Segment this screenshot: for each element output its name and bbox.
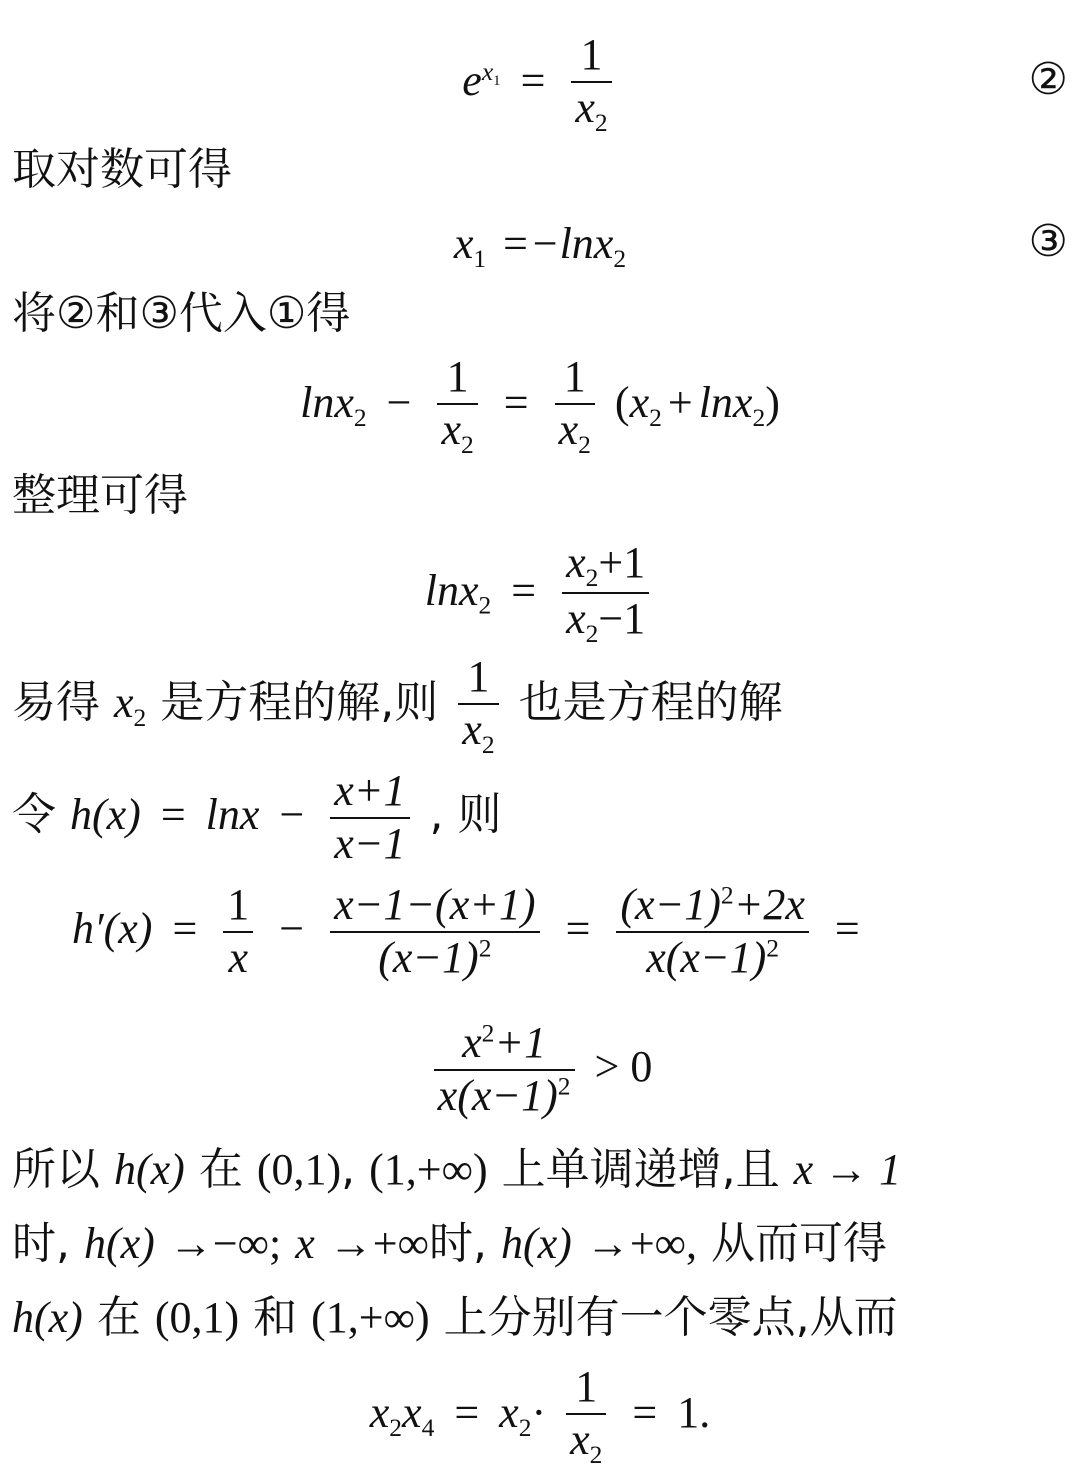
text-8-c: 也是方程的解 bbox=[518, 676, 783, 728]
limit: x → 1 bbox=[793, 1145, 902, 1194]
fraction-2-den: x bbox=[558, 404, 579, 454]
equals: = bbox=[503, 377, 529, 427]
fraction bbox=[566, 1362, 606, 1469]
arrow-2: →+∞ bbox=[328, 1219, 429, 1268]
text-8-var-sub: 2 bbox=[133, 702, 147, 732]
text-8-b: 是方程的解,则 bbox=[160, 676, 439, 728]
text-line-9 bbox=[12, 766, 501, 869]
fraction-3-den: x(x−1) bbox=[646, 932, 767, 982]
fraction-den-var: x bbox=[566, 594, 586, 644]
rhs-ln: =−ln bbox=[500, 219, 594, 268]
fraction-3-num-rest: +2x bbox=[733, 880, 805, 929]
fraction-1-den-sub: 2 bbox=[461, 429, 474, 459]
minus: − bbox=[279, 904, 305, 954]
exp-base: e bbox=[462, 55, 482, 105]
fraction-num: 1 bbox=[458, 652, 498, 705]
text-13-b: 时, bbox=[428, 1218, 487, 1269]
lhs-ln: lnx bbox=[424, 565, 479, 615]
equals: = bbox=[160, 790, 186, 840]
equation-line-7 bbox=[0, 538, 1080, 649]
text-line-13 bbox=[12, 1218, 887, 1269]
fraction-2-num: x−1−(x+1) bbox=[330, 880, 539, 933]
fraction-1-num: 1 bbox=[437, 352, 477, 405]
fraction-den: x bbox=[570, 1414, 590, 1464]
equation-tag-2: ② bbox=[1028, 54, 1068, 105]
fraction-1 bbox=[223, 880, 253, 983]
text-12-b: 在 bbox=[198, 1144, 243, 1195]
paren-ln-sub: 2 bbox=[752, 402, 766, 432]
inequality: > 0 bbox=[594, 1042, 653, 1092]
paren-ln: lnx bbox=[698, 377, 753, 427]
fraction-num: 1 bbox=[566, 1362, 606, 1415]
exp-sup-sub: 1 bbox=[493, 72, 501, 89]
text-13-a: 时, bbox=[12, 1218, 70, 1269]
h-function-1: h(x) bbox=[84, 1219, 155, 1268]
fraction-den: x−1 bbox=[334, 818, 406, 868]
equation-tag-3: ③ bbox=[1028, 216, 1068, 267]
equation-line-1 bbox=[0, 30, 1080, 137]
arrow-3: →+∞, bbox=[585, 1219, 697, 1268]
fraction-3 bbox=[616, 880, 809, 983]
text-14-c: 上分别有一个零点,从而 bbox=[443, 1292, 898, 1343]
equals: = bbox=[511, 565, 537, 615]
text-8-a: 易得 bbox=[12, 676, 100, 728]
h-function-2: h(x) bbox=[500, 1219, 572, 1268]
text-line-8 bbox=[12, 652, 783, 759]
ln-x: lnx bbox=[205, 790, 260, 840]
rhs-var: x bbox=[593, 219, 614, 268]
equals-1: = bbox=[454, 1387, 480, 1437]
fraction-den: x bbox=[462, 704, 482, 754]
fraction-1-den: x bbox=[228, 932, 249, 982]
lhs-var: x bbox=[453, 219, 474, 268]
fraction bbox=[330, 766, 409, 869]
fraction-num-rest: +1 bbox=[494, 1018, 547, 1067]
paren-var-sub: 2 bbox=[649, 402, 662, 432]
text-14-b: 和 bbox=[253, 1292, 298, 1343]
fraction-den: x(x−1) bbox=[437, 1070, 558, 1120]
fraction-1-den: x bbox=[441, 404, 462, 454]
fraction-den-rest: −1 bbox=[598, 594, 646, 644]
text-13-c: 从而可得 bbox=[711, 1218, 887, 1269]
minus: − bbox=[279, 790, 305, 840]
fraction-num: x bbox=[462, 1018, 482, 1067]
exp-sup-var: x bbox=[481, 56, 494, 86]
equals-1: = bbox=[172, 904, 198, 954]
fraction-num-sub: 2 bbox=[585, 562, 599, 592]
fraction-2-num: 1 bbox=[555, 352, 595, 405]
paren-close: ) bbox=[765, 377, 780, 427]
fraction-numerator: 1 bbox=[571, 30, 611, 83]
interval-2: (1,+∞) bbox=[369, 1145, 488, 1194]
h-function: h(x) bbox=[12, 1293, 83, 1342]
x4-var: x bbox=[402, 1387, 422, 1437]
x4-sub: 4 bbox=[421, 1412, 435, 1442]
interval-1: (0,1) bbox=[256, 1145, 342, 1194]
x2-var: x bbox=[369, 1387, 390, 1437]
ln-term-sub: 2 bbox=[353, 402, 367, 432]
fraction bbox=[571, 30, 611, 137]
equals-3: = bbox=[834, 904, 860, 954]
minus: − bbox=[386, 377, 412, 427]
text-9-a: 令 bbox=[12, 789, 56, 841]
h-function: h(x) bbox=[70, 790, 141, 840]
equals-2: = bbox=[632, 1387, 658, 1437]
result: 1. bbox=[677, 1387, 711, 1437]
fraction-1 bbox=[437, 352, 477, 459]
fraction-den-sub: 2 bbox=[589, 1439, 603, 1469]
equals: = bbox=[520, 55, 546, 105]
equation-line-11 bbox=[0, 1018, 1080, 1121]
text-line-2: 取对数可得 bbox=[12, 144, 232, 195]
text-line-14 bbox=[12, 1292, 898, 1343]
fraction-num-rest: +1 bbox=[598, 538, 646, 587]
equation-line-5 bbox=[0, 352, 1080, 459]
interval-2: (1,+∞) bbox=[311, 1293, 430, 1342]
fraction-2-den-sup: 2 bbox=[478, 933, 492, 963]
fraction bbox=[458, 652, 498, 759]
text-12-a: 所以 bbox=[12, 1144, 100, 1195]
equation-line-10 bbox=[72, 880, 866, 983]
fraction-2-den-sub: 2 bbox=[578, 429, 591, 459]
x2b-var: x bbox=[499, 1387, 519, 1437]
fraction-2-den: (x−1) bbox=[378, 932, 479, 982]
lhs-ln-sub: 2 bbox=[478, 590, 492, 620]
lhs-sub: 1 bbox=[473, 243, 487, 273]
plus: + bbox=[667, 377, 693, 427]
h-function: h(x) bbox=[114, 1145, 185, 1194]
fraction-den-sub: 2 bbox=[585, 619, 599, 649]
x-var: x bbox=[295, 1219, 315, 1268]
fraction-1-num: 1 bbox=[223, 880, 253, 933]
interval-1: (0,1) bbox=[154, 1293, 240, 1342]
fraction-den-sub: 2 bbox=[594, 107, 608, 137]
fraction-num-sup: 2 bbox=[481, 1018, 495, 1048]
fraction-denominator: x bbox=[575, 82, 595, 132]
fraction-num-var: x bbox=[566, 538, 586, 587]
dot: · bbox=[531, 1387, 547, 1437]
fraction-3-den-sup: 2 bbox=[766, 933, 780, 963]
text-line-4: 将②和③代入①得 bbox=[12, 288, 351, 339]
equation-line-3 bbox=[0, 216, 1080, 273]
fraction-num: x+1 bbox=[330, 766, 409, 819]
text-14-a: 在 bbox=[96, 1292, 141, 1343]
text-12-c: , bbox=[341, 1144, 356, 1195]
h-prime: h′(x) bbox=[72, 904, 153, 954]
fraction-2 bbox=[330, 880, 539, 983]
fraction bbox=[562, 538, 649, 649]
text-8-var: x bbox=[114, 677, 134, 727]
equation-line-15 bbox=[0, 1362, 1080, 1469]
equals-2: = bbox=[565, 904, 591, 954]
paren-var: x bbox=[629, 377, 650, 427]
rhs-sub: 2 bbox=[613, 243, 627, 273]
paren-open: ( bbox=[614, 377, 630, 427]
x2-sub: 2 bbox=[389, 1412, 403, 1442]
fraction-den-sub: 2 bbox=[481, 729, 495, 759]
fraction-2 bbox=[555, 352, 595, 459]
text-line-12 bbox=[12, 1144, 902, 1195]
fraction bbox=[434, 1018, 575, 1121]
x2b-sub: 2 bbox=[518, 1412, 532, 1442]
fraction-den-sup: 2 bbox=[557, 1071, 571, 1101]
text-12-d: 上单调递增,且 bbox=[501, 1144, 780, 1195]
text-9-b: , 则 bbox=[429, 789, 502, 841]
text-line-6: 整理可得 bbox=[12, 470, 188, 521]
fraction-3-num: (x−1) bbox=[620, 880, 721, 929]
ln-term: lnx bbox=[300, 377, 354, 427]
arrow-1: →−∞; bbox=[168, 1219, 282, 1268]
fraction-3-num-sup: 2 bbox=[720, 880, 734, 910]
